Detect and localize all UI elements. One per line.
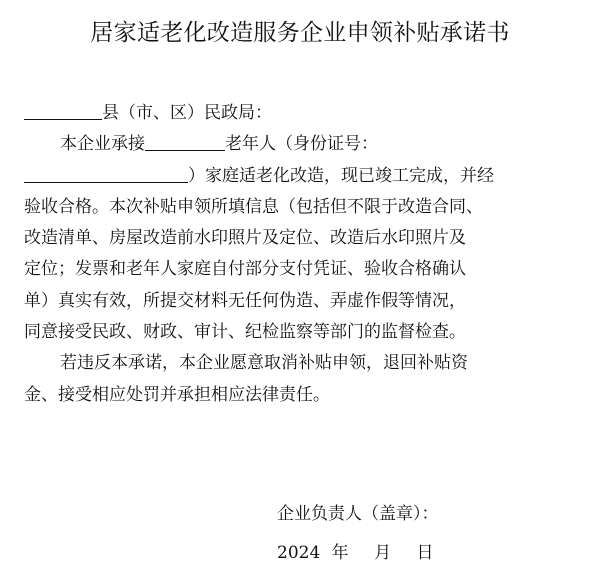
elder-name-blank[interactable]: [145, 133, 225, 151]
date-month-unit: 月: [374, 543, 392, 563]
county-blank[interactable]: [24, 102, 102, 120]
addressee-line: [24, 98, 580, 129]
para1-line4: 改造清单、房屋改造前水印照片及定位、改造后水印照片及: [24, 228, 466, 249]
document-body: [24, 98, 580, 411]
date-day-unit: 日: [416, 543, 434, 563]
addressee-text: 县（市、区）民政局：: [102, 103, 272, 123]
para1-line2: ）家庭适老化改造，现已竣工完成，并经: [24, 161, 580, 192]
para1-line5: 定位；发票和老年人家庭自付部分支付凭证、验收合格确认: [24, 259, 466, 280]
para1-line3: 验收合格。本次补贴申领所填信息（包括但不限于改造合同、: [24, 196, 483, 217]
document-title: 居家适老化改造服务企业申领补贴承诺书: [90, 20, 510, 46]
signature-label: 企业负责人（盖章）：: [277, 504, 439, 524]
para1-line1: 本企业承接 老年人（身份证号：: [60, 134, 378, 155]
para2-line2: 金、接受相应处罚并承担相应法律责任。: [24, 384, 330, 405]
para2-line1: 若违反本承诺，本企业愿意取消补贴申领，退回补贴资: [60, 353, 468, 374]
para1-line6: 单）真实有效，所提交材料无任何伪造、弄虚作假等情况，: [24, 290, 466, 311]
id-number-blank[interactable]: [24, 165, 188, 183]
date-line: [277, 538, 433, 563]
date-year: 2024: [277, 543, 321, 563]
date-year-unit: 年: [331, 543, 349, 563]
para1-line7: 同意接受民政、财政、审计、纪检监察等部门的监督检查。: [24, 322, 466, 343]
